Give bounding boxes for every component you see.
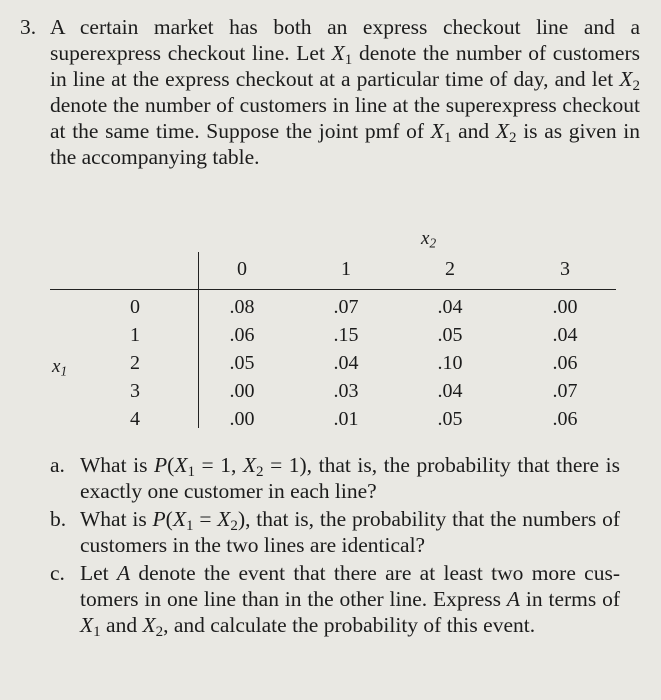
pmf-cell-r3-c3: .07 — [552, 380, 578, 402]
part-label: b. — [50, 507, 67, 531]
pmf-cell-r3-c2: .04 — [437, 380, 463, 402]
row-header-0: 0 — [130, 296, 140, 318]
x1-variable-text: $x_1$ — [52, 356, 68, 379]
column-header-3: 3 — [560, 258, 570, 280]
x2-variable-text: $x_2$ — [421, 228, 437, 251]
pmf-cell-r0-c1: .07 — [333, 296, 359, 318]
row-header-4: 4 — [130, 408, 140, 430]
problem-3 — [20, 14, 640, 170]
row-header-1: 1 — [130, 324, 140, 346]
header-rule — [50, 289, 616, 290]
row-header-rule — [198, 252, 199, 428]
pmf-cell-r1-c0: .06 — [229, 324, 255, 346]
part-label: c. — [50, 561, 65, 585]
column-header-2: 2 — [445, 258, 455, 280]
pmf-cell-r4-c2: .05 — [437, 408, 463, 430]
joint-pmf-table — [50, 228, 616, 440]
question-part-a — [50, 452, 620, 504]
pmf-cell-r1-c2: .05 — [437, 324, 463, 346]
pmf-cell-r2-c0: .05 — [229, 352, 255, 374]
pmf-cell-r1-c1: .15 — [333, 324, 359, 346]
part-text: What is $P(X_1 = X_2)$, that is, the probability that the numbers of customers in the two lines are identical? — [80, 507, 620, 557]
row-header-2: 2 — [130, 352, 140, 374]
column-header-0: 0 — [237, 258, 247, 280]
column-header-1: 1 — [341, 258, 351, 280]
problem-number: 3. — [20, 15, 37, 39]
pmf-cell-r4-c1: .01 — [333, 408, 359, 430]
x1-variable-label — [52, 356, 67, 378]
part-text: Let A denote the event that there are at least two more customers in one line than in the other line. Express A in terms of $X_1$ and $X_2$, and calculate the probability of this event. — [80, 561, 620, 640]
pmf-cell-r0-c0: .08 — [229, 296, 255, 318]
question-parts — [50, 452, 620, 640]
row-header-3: 3 — [130, 380, 140, 402]
pmf-cell-r4-c3: .06 — [552, 408, 578, 430]
pmf-cell-r0-c2: .04 — [437, 296, 463, 318]
pmf-cell-r0-c3: .00 — [552, 296, 578, 318]
x2-variable-label — [421, 228, 436, 250]
question-part-c — [50, 560, 620, 638]
part-text: What is $P(X_1 = 1$, $X_2 = 1$), that is, the probability that there is exactly one customer in each line? — [80, 453, 620, 503]
pmf-cell-r4-c0: .00 — [229, 408, 255, 430]
question-part-b — [50, 506, 620, 558]
pmf-cell-r2-c2: .10 — [437, 352, 463, 374]
problem-stem-text: A certain market has both an express checkout line and a superexpress checkout line. Let $X_1$ denote the number of customers in line at the express checkout at a particular time of day, and let $X_2$ denote the number of customers in line at the superexpress checkout at the same time. Suppose the joint pmf of $X_1$ and $X_2$ is as given in the accompanying table. — [50, 15, 640, 169]
problem-stem — [20, 14, 640, 170]
pmf-cell-r3-c0: .00 — [229, 380, 255, 402]
pmf-cell-r3-c1: .03 — [333, 380, 359, 402]
pmf-cell-r2-c1: .04 — [333, 352, 359, 374]
pmf-cell-r1-c3: .04 — [552, 324, 578, 346]
pmf-cell-r2-c3: .06 — [552, 352, 578, 374]
part-label: a. — [50, 453, 65, 477]
